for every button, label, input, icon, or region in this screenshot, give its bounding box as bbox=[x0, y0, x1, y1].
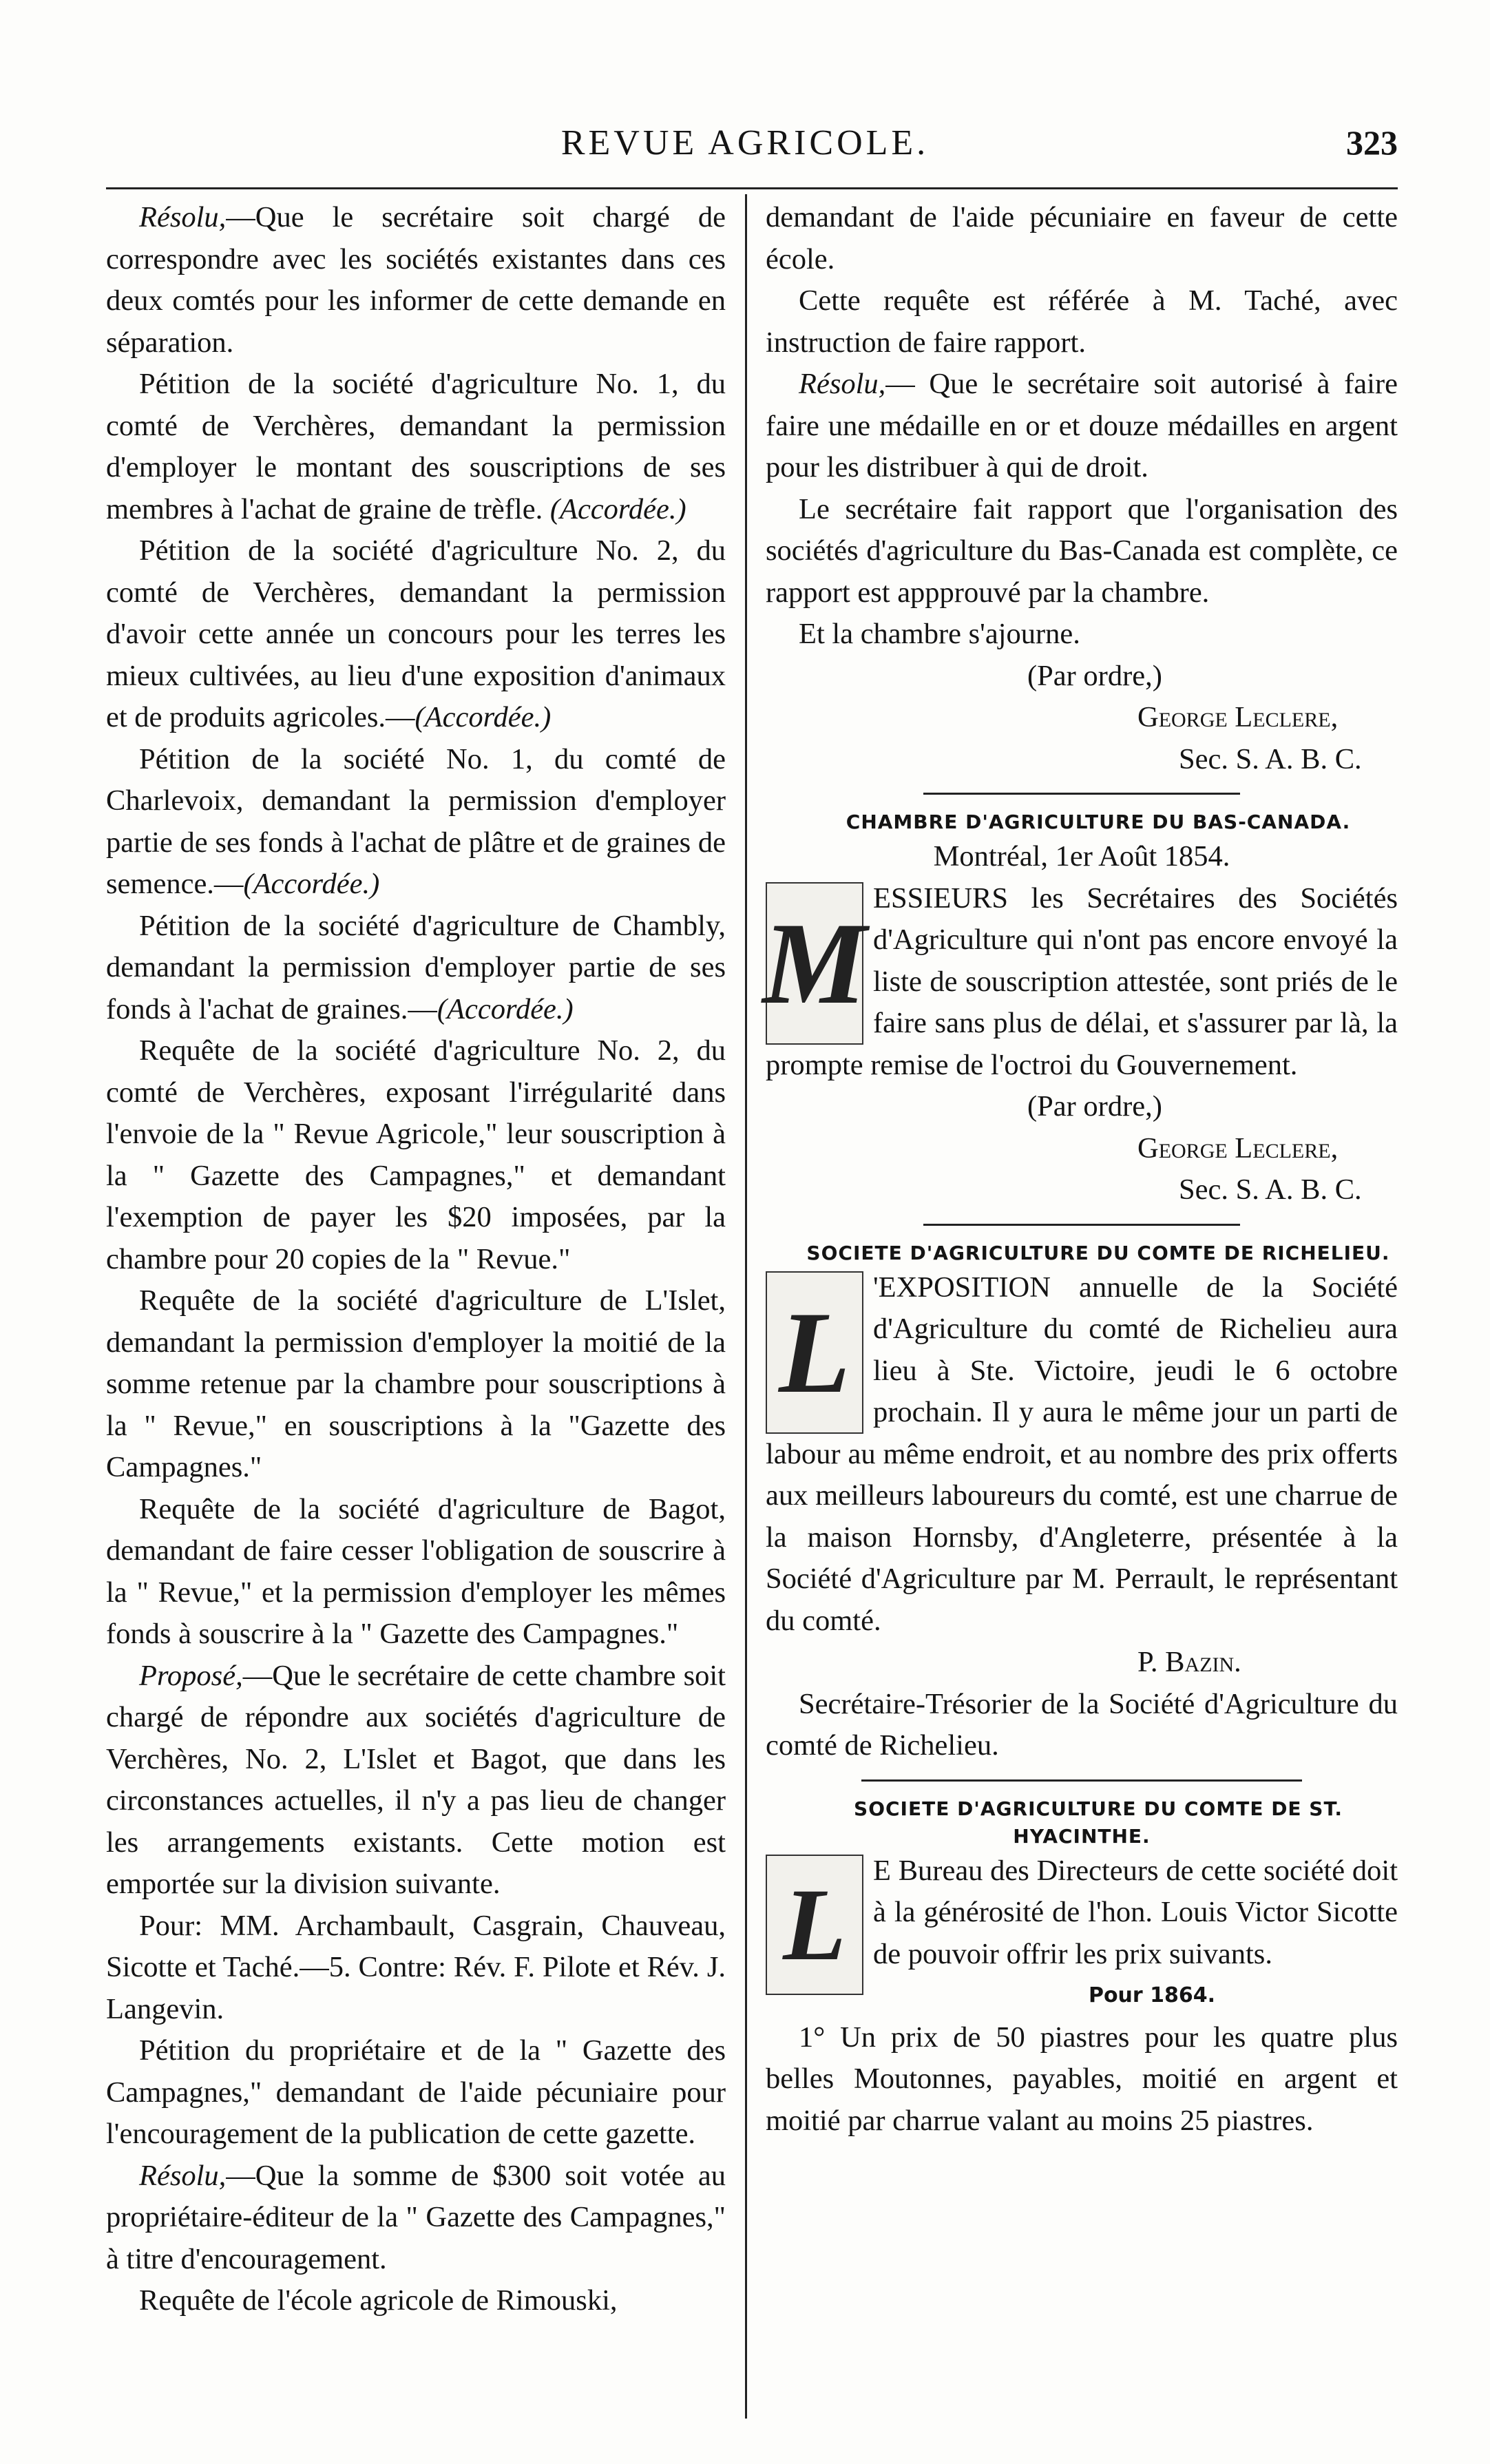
paragraph: Cette requête est référée à M. Taché, avec instruction de faire rapport. bbox=[766, 284, 1398, 359]
paragraph: Requête de l'école agricole de Rimouski, bbox=[139, 2284, 618, 2317]
paragraph: Requête de la société d'agriculture de L'Islet, demandant la permission d'employer la moitié de la somme retenue par la chambre pour souscriptions à la " Revue," en souscriptions à la "Gazette des Campagnes." bbox=[106, 1284, 726, 1483]
paragraph: demandant de l'aide pécuniaire en faveur de cette école. bbox=[766, 201, 1398, 275]
paragraph: Le secrétaire fait rapport que l'organisation des sociétés d'agriculture du Bas-Canada est complète, ce rapport est appprouvé par la chambre. bbox=[766, 492, 1398, 609]
section-separator bbox=[923, 1224, 1240, 1226]
paragraph: Résolu,—Que le secrétaire soit chargé de correspondre avec les sociétés existantes dans ces deux comtés pour les informer de cette demande en séparation. bbox=[106, 201, 726, 359]
signature-title: Sec. S. A. B. C. bbox=[1179, 1173, 1362, 1206]
signature-name: George Leclere, bbox=[1137, 701, 1339, 733]
paragraph: Et la chambre s'ajourne. bbox=[799, 618, 1080, 650]
signature-title: Secrétaire-Trésorier de la Société d'Agriculture du comté de Richelieu. bbox=[766, 1687, 1398, 1762]
paragraph: Proposé,—Que le secrétaire de cette chambre soit chargé de répondre aux sociétés d'agriculture de Verchères, No. 2, L'Islet et Bagot, que dans les circonstances actuelles, il n'y a pas lieu de changer les arrangements existants. Cette motion est emportée sur la division suivante. bbox=[106, 1659, 726, 1900]
notice-body: L 'EXPOSITION annuelle de la Société d'Agriculture du comté de Richelieu aura lieu à Ste. Victoire, jeudi le 6 octobre prochain. Il y aura le même jour un parti de labour au même endroit, et au nombre des prix offerts aux meilleurs laboureurs du comté, est une charrue de la maison Hornsby, d'Angleterre, présentée à la Société d'Agriculture par M. Perrault, le représentant du comté. bbox=[766, 1271, 1398, 1637]
paragraph: Requête de la société d'agriculture de Bagot, demandant de faire cesser l'obligation de souscrire à la " Revue," et la permission d'employer les mêmes fonds à souscrire à la " Gazette des Campagnes." bbox=[106, 1492, 726, 1650]
paragraph: Requête de la société d'agriculture No. 2, du comté de Verchères, exposant l'irrégularité dans l'envoie de la " Revue Agricole," leur souscription à la " Gazette des Campagnes," et demandant l'exemption de payer les $20 imposées, par la chambre pour 20 copies de la " Revue." bbox=[106, 1034, 726, 1275]
order-line: (Par ordre,) bbox=[1027, 659, 1162, 692]
section-heading: SOCIETE D'AGRICULTURE DU COMTE DE ST. HYACINTHE. bbox=[854, 1797, 1343, 1848]
dateline: Montréal, 1er Août 1854. bbox=[933, 840, 1230, 873]
section-heading: CHAMBRE D'AGRICULTURE DU BAS-CANADA. bbox=[846, 811, 1351, 833]
left-column bbox=[106, 197, 726, 2322]
paragraph: Pétition de la société d'agriculture de Chambly, demandant la permission d'employer partie de ses fonds à l'achat de graines.—(Accordée.) bbox=[106, 909, 726, 1025]
section-separator bbox=[923, 793, 1240, 795]
ornamental-initial: M bbox=[766, 882, 863, 1045]
section-heading: SOCIETE D'AGRICULTURE DU COMTE DE RICHELIEU. bbox=[806, 1241, 1390, 1264]
right-column bbox=[762, 197, 1398, 2142]
section-separator bbox=[861, 1779, 1302, 1782]
year-heading: Pour 1864. bbox=[1088, 1983, 1216, 2007]
header-rule bbox=[106, 187, 1398, 189]
paragraph: Pétition de la société No. 1, du comté de Charlevoix, demandant la permission d'employer partie de ses fonds à l'achat de plâtre et de graines de semence.—(Accordée.) bbox=[106, 742, 726, 900]
page-number: 323 bbox=[1346, 123, 1398, 162]
ornamental-initial: L bbox=[766, 1855, 863, 1995]
notice-body: M ESSIEURS les Secrétaires des Sociétés d'Agriculture qui n'ont pas encore envoyé la liste de souscription attestée, sont priés de le faire sans plus de délai, et s'assurer par là, la prompte remise de l'octroi du Gouvernement. bbox=[762, 881, 1398, 1081]
signature-title: Sec. S. A. B. C. bbox=[1179, 742, 1362, 775]
paragraph: Résolu,— Que le secrétaire soit autorisé à faire faire une médaille en or et douze médailles en argent pour les distribuer à qui de droit. bbox=[766, 368, 1398, 483]
prize-item: 1° Un prix de 50 piastres pour les quatre plus belles Moutonnes, payables, moitié en argent et moitié par charrue valant au moins 25 piastres. bbox=[766, 2021, 1398, 2137]
running-title: REVUE AGRICOLE. bbox=[560, 123, 930, 163]
paragraph: Résolu,—Que la somme de $300 soit votée au propriétaire-éditeur de la " Gazette des Campagnes," à titre d'encouragement. bbox=[106, 2159, 726, 2275]
paragraph: Pétition de la société d'agriculture No. 1, du comté de Verchères, demandant la permission d'employer le montant des souscriptions de ses membres à l'achat de graine de trèfle. (Accordée.) bbox=[106, 368, 726, 525]
paragraph: Pétition de la société d'agriculture No. 2, du comté de Verchères, demandant la permission d'avoir cette année un concours pour les terres les mieux cultivées, au lieu d'une exposition d'animaux et de produits agricoles.—(Accordée.) bbox=[106, 534, 726, 733]
signature-name: P. Bazin. bbox=[1137, 1646, 1241, 1678]
signature-name: George Leclere, bbox=[1137, 1131, 1339, 1165]
column-divider bbox=[745, 194, 747, 2419]
order-line: (Par ordre,) bbox=[1027, 1090, 1162, 1123]
notice-body: L E Bureau des Directeurs de cette société doit à la générosité de l'hon. Louis Victor Sicotte de pouvoir offrir les prix suivants. bbox=[766, 1850, 1398, 1976]
paragraph: Pétition du propriétaire et de la " Gazette des Campagnes," demandant de l'aide pécuniaire pour l'encouragement de la publication de cette gazette. bbox=[106, 2034, 726, 2150]
paragraph: Pour: MM. Archambault, Casgrain, Chauveau, Sicotte et Taché.—5. Contre: Rév. F. Pilote et Rév. J. Langevin. bbox=[106, 1909, 726, 2025]
ornamental-initial: L bbox=[766, 1271, 863, 1434]
